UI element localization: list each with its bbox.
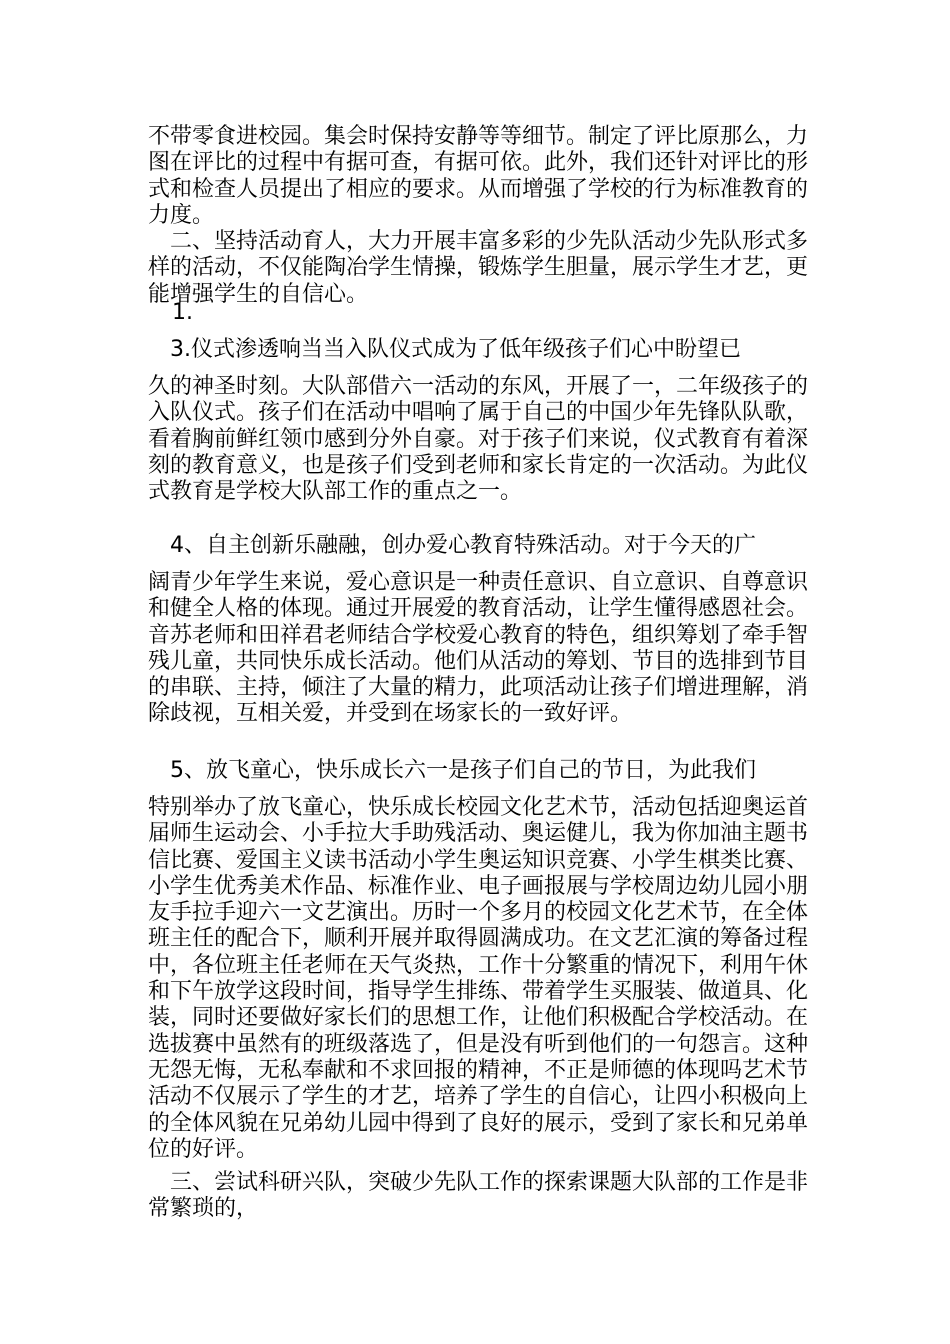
paragraph-item-one: 1. <box>172 300 193 325</box>
paragraph-item-four-body: 阔青少年学生来说，爱心意识是一种责任意识、自立意识、自尊意识和健全人格的体现。通过开展爱的教育活动，让学生懂得感恩社会。音苏老师和田祥君老师结合学校爱心教育的特色，组织筹划了牵手智残儿童，共同快乐成长活动。他们从活动的筹划、节目的选排到节目的串联、主持，倾注了大量的精力，此项活动让孩子们增进理解，消除歧视，互相关爱，并受到在场家长的一致好评。 <box>148 570 809 727</box>
paragraph-item-five-body: 特别举办了放飞童心，快乐成长校园文化艺术节，活动包括迎奥运首届师生运动会、小手拉大手助残活动、奥运健儿，我为你加油主题书信比赛、爱国主义读书活动小学生奥运知识竞赛、小学生棋类比赛、小学生优秀美术作品、标准作业、电子画报展与学校周边幼儿园小朋友手拉手迎六一文艺演出。历时一个多月的校园文化艺术节，在全体班主任的配合下，顺利开展并取得圆满成功。在文艺汇演的筹备过程中，各位班主任老师在天气炎热，工作十分繁重的情况下，利用午休和下午放学这段时间，指导学生排练、带着学生买服装、做道具、化装，同时还要做好家长们的思想工作，让他们积极配合学校活动。在选拔赛中虽然有的班级落选了，但是没有听到他们的一句怨言。这种无怨无悔，无私奉献和不求回报的精神，不正是师德的体现吗艺术节活动不仅展示了学生的才艺，培养了学生的自信心，让四小积极向上的全体风貌在兄弟幼儿园中得到了良好的展示，受到了家长和兄弟单位的好评。 <box>148 795 809 1162</box>
paragraph-section-two: 二、坚持活动育人，大力开展丰富多彩的少先队活动少先队形式多样的活动，不仅能陶冶学生情操，锻炼学生胆量，展示学生才艺，更能增强学生的自信心。 <box>148 229 809 307</box>
paragraph-continuation: 不带零食进校园。集会时保持安静等等细节。制定了评比原那么，力图在评比的过程中有据可查，有据可依。此外，我们还针对评比的形式和检查人员提出了相应的要求。从而增强了学校的行为标准教育的力度。 <box>148 124 809 228</box>
paragraph-section-three: 三、尝试科研兴队，突破少先队工作的探索课题大队部的工作是非常繁琐的， <box>148 1170 809 1222</box>
paragraph-item-three-body: 久的神圣时刻。大队部借六一活动的东风，开展了一，二年级孩子的入队仪式。孩子们在活动中唱响了属于自己的中国少年先锋队队歌，看着胸前鲜红领巾感到分外自豪。对于孩子们来说，仪式教育有着深刻的教育意义，也是孩子们受到老师和家长肯定的一次活动。为此仪式教育是学校大队部工作的重点之一。 <box>148 374 809 505</box>
paragraph-item-four-heading: 4、自主创新乐融融，创办爱心教育特殊活动。对于今天的广 <box>170 533 756 558</box>
paragraph-item-five-heading: 5、放飞童心，快乐成长六一是孩子们自己的节日，为此我们 <box>170 758 756 783</box>
paragraph-item-three-heading: 3.仪式渗透响当当入队仪式成为了低年级孩子们心中盼望已 <box>170 337 741 362</box>
